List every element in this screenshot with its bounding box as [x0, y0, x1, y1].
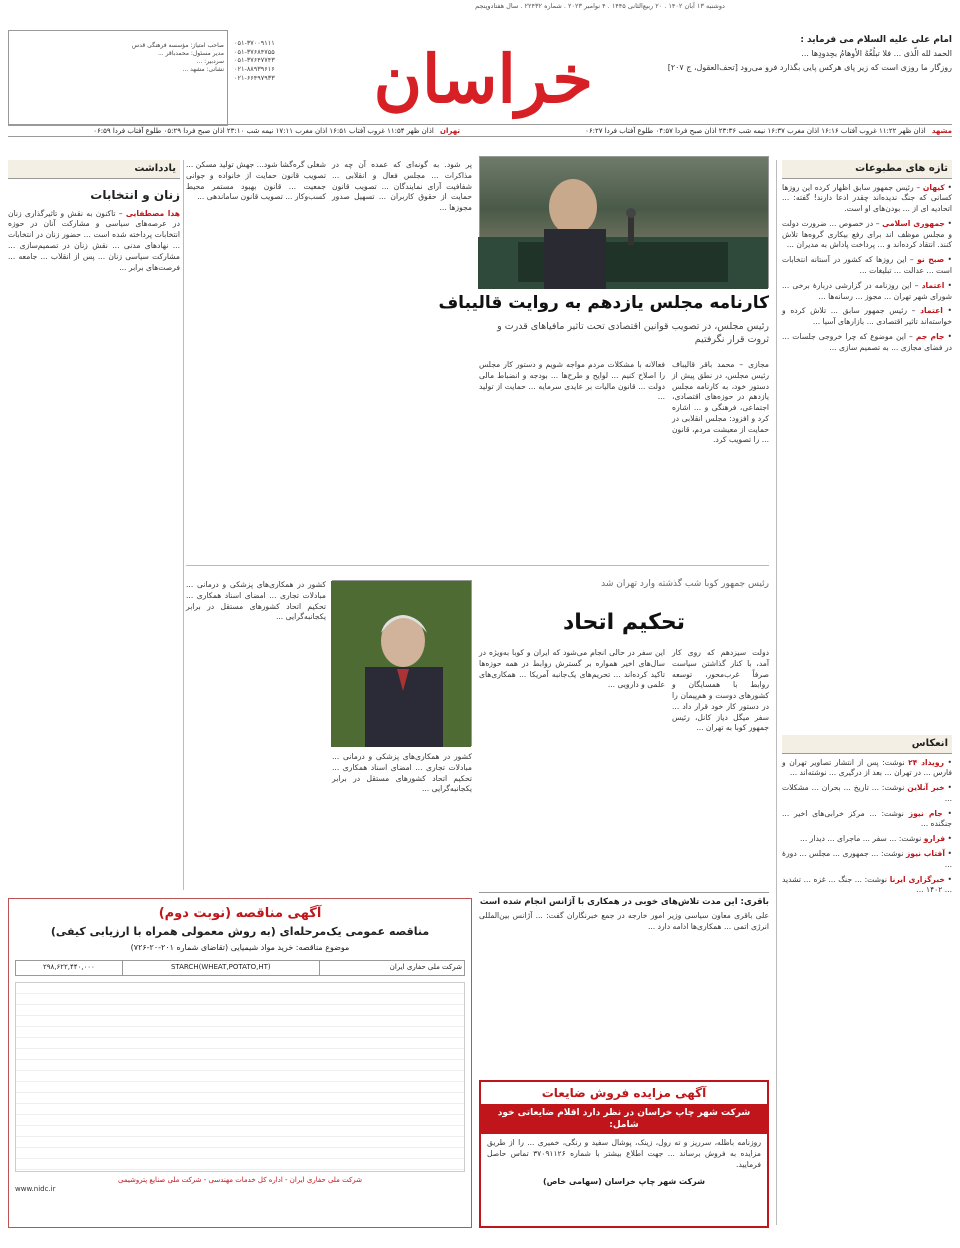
phones-text: ۰۵۱-۳۷۰۰۹۱۱۱ ۰۵۱-۳۷۶۸۴۷۵۵ ۰۵۱-۳۷۶۴۷۷۴۳ ۰۲۱-۸۸۹۳۹۶۱۶ ۰۲۱-۶۶۴۹۷۹۳۳: [234, 38, 275, 82]
hadith-arabic: الحمد لله‌ الّذی ... فلا تبلُغُهُ الأوهامُ بحِدودِها ...: [801, 49, 952, 59]
tender-title: آگهی مناقصه (نوبت دوم): [158, 906, 322, 921]
inakas-item-text: نوشت: ... جمهوری ... مجلس ... دورهٔ ...: [782, 848, 952, 869]
main-story-col3: [332, 160, 472, 560]
main-story-col4-text: شغلی گره‌گشا شود... جهش تولید مسکن ... تصویب قانون حمایت از خانواده و جوانی جمعیت ... قانون بهبود مستمر محیط کسب‌وکار ... تصویب قانون ساماندهی ...: [186, 160, 326, 202]
inakas: [782, 735, 952, 1225]
left-author: هدا مصطفایی: [125, 208, 180, 218]
prayer-city: مشهد: [931, 127, 952, 135]
inakas-item: • فرارو نوشت: ... سفر ... ماجرای ... دیدار ...: [800, 834, 952, 844]
inakas-item-text: نوشت: ... تاریخ ... بحران ... مشکلات ...: [782, 783, 952, 803]
baqeri-title: باقری: این مدت تلاش‌های خوبی در همکاری با آژانس انجام شده است: [479, 897, 769, 907]
sidebar-item-source: جمهوری اسلامی: [882, 218, 945, 228]
main-story-col1: [672, 360, 769, 560]
auction-ad: [479, 1080, 769, 1228]
inakas-item-text: نوشت: ... مرکز خرابی‌های اخیر ... جنگنده ...: [782, 808, 952, 829]
tender-company-cell: شرکت ملی حفاری ایران: [319, 961, 464, 975]
inakas-item-source: جام نیوز: [908, 808, 943, 818]
inakas-item: • خبرگزاری ایرنا نوشت: ... جنگ ... غزه ... تشدید ... ۱۴۰۲ ...: [782, 874, 952, 895]
sidebar-item-source: اعتماد: [920, 306, 943, 316]
prayer-bar: [8, 124, 952, 137]
inakas-items: [782, 758, 952, 897]
baqeri-text: علی باقری معاون سیاسی وزیر امور خارجه در جمع خبرنگاران گفت: ... آژانس بین‌المللی انرژی اتمی ... همکاری‌ها ادامه دارد ...: [479, 911, 769, 932]
photo-figure-2: [331, 581, 471, 747]
inakas-item: • رویداد ۲۴ نوشت: پس از انتشار تصاویر تهران و فارس ... در تهران ... بعد از درگیری ... نوشته‌اند ...: [782, 757, 952, 778]
hadith-persian: روزگار ما روزی است که زیر پای هرکس پایی بگذارد فرو می‌رود [تحف‌العقول، ج ۲۰۷]: [667, 62, 952, 72]
sidebar-item: • جمهوری اسلامی – در خصوص ... ضرورت دولت و مجلس موظف اند برای رفع بیکاری گروه‌ها تلاش کنند. انتقاد کرده‌اند و ... پرداخت پاداش به مدیران ...: [782, 218, 952, 250]
sidebar-item: • کیهان – رئیس جمهور سابق اظهار کرده این روزها کسانی که جنگ ندیده‌اند چقدر ادعا دارند! گفته: ... اتحادیه ای از ... بودن‌های او است.: [782, 182, 952, 214]
inakas-item-source: رویداد ۲۴: [908, 757, 944, 767]
sidebar-header: تازه های مطبوعات: [782, 160, 952, 179]
prayer-times-2: اذان ظهر ۱۱:۵۴ غروب آفتاب ۱۶:۵۱ اذان مغرب ۱۷:۱۱ نیمه شب ۲۳:۱۰ اذان صبح فردا ۰۵:۲۹ طلوع آفتاب فردا ۰۶:۵۹: [93, 127, 434, 135]
phones-box: [234, 30, 324, 126]
sidebar-item-text: – رئیس جمهور سابق ... تلاش کرده و خواسته‌اند تاثیر اقتصادی ... بازارهای آسیا ...: [782, 306, 952, 327]
cuba-col1-text: دولت سیزدهم که روی کار آمد، با کنار گذاشتن سیاست صرفاً غرب‌محور، توسعه روابط با همسایگان و کشورهای دوست و هم‌پیمان را در دستور کار خود قرار داد ... سفر میگل دیاز کانل، رئیس جمهور کوبا به تهران ...: [672, 648, 769, 733]
main-story-col3-text: پر شود. به گونه‌ای که عمده آن چه در مذاکرات ... مجلس فعال و انقلابی ... شفافیت آرای نمایندگان ... تصویب قانون حمایت از حقوق کاربران ... تسهیل صدور مجوزها ...: [332, 160, 472, 213]
staff-text: صاحب امتیاز: مؤسسه فرهنگی قدس مدیر مسئول: محمد‌باقر ... سردبیر: ... نشانی: مشهد ...: [131, 42, 224, 74]
sidebar-item-source: جام جم: [915, 331, 945, 341]
sidebar-item: • اعتماد – این روزنامه در گزارشی دربارهٔ برخی ... شورای شهر تهران ... مجوز ... رسانه‌ها ...: [782, 280, 952, 301]
tender-item-cell: STARCH(WHEAT,POTATO,HT): [122, 961, 319, 975]
inakas-item-source: آفتاب نیوز: [905, 848, 945, 858]
cuba-col3-text: کشور در همکاری‌های پزشکی و درمانی ... مبادلات تجاری ... امضای اسناد همکاری ... تحکیم اتحاد کشورهای مستقل در برابر یکجانبه‌گرایی ...: [332, 752, 472, 794]
main-story-col2: [479, 360, 665, 560]
inakas-item-source: فرارو: [923, 834, 946, 844]
baqeri-box: [479, 892, 769, 992]
sidebar-item: • اعتماد – رئیس جمهور سابق ... تلاش کرده و خواسته‌اند تاثیر اقتصادی ... بازارهای آسیا ...: [782, 306, 952, 327]
tender-subtitle: مناقصه عمومی یک‌مرحله‌ای (به روش معمولی همراه با ارزیابی کیفی): [50, 924, 430, 938]
cuba-col4: [186, 580, 326, 888]
logo: [373, 34, 593, 124]
tender-footer: شرکت ملی حفاری ایران - اداره کل خدمات مهندسی - شرکت ملی صنایع پتروشیمی: [118, 1175, 362, 1184]
inakas-item-text: نوشت: ... سفر ... ماجرای ... دیدار ...: [800, 834, 922, 844]
logo-text: خراسان: [373, 40, 593, 118]
diaz-canel-photo: [332, 580, 472, 746]
prayer-city-2: تهران: [440, 127, 460, 135]
staff-box: [8, 30, 228, 126]
main-story-col4: [186, 160, 326, 560]
main-story-lead: مجازی – محمد باقر قالیباف رئیس مجلس، در نطق پیش از دستور خود، به کارنامه مجلس یازدهم در حوزه‌های اقتصادی، اجتماعی، فرهنگی و ... اشاره کرد و افزود: مجلس انقلابی در حمایت از معیشت مردم، قانون ... را تصویب کرد.: [671, 360, 769, 445]
cuba-title: تحکیم اتحاد: [562, 610, 685, 635]
main-story-title: کارنامه مجلس یازدهم به روایت قالیباف: [438, 293, 769, 313]
left-text: – تاکنون به نقش و تاثیرگذاری زنان در عرصه‌های سیاسی و مشارکت آنان در حوزه انتخابات پرداخته شده است ... حضور زنان در انتخابات ... نهادهای مدنی ... نقش زنان در تصمیم‌سازی ... مشارکت سیاسی زنان ... پس از انقلاب ... جامعه ... فرصت‌های برابر ...: [8, 208, 180, 272]
sidebar-item-text: – در خصوص ... ضرورت دولت و مجلس موظف اند برای رفع بیکاری گروه‌ها تلاش کنند. انتقاد کرده‌اند و ... پرداخت پاداش به مدیران ...: [782, 218, 952, 250]
sidebar-items: [782, 183, 952, 354]
left-title: زنان و انتخابات: [90, 187, 180, 202]
auction-company: شرکت شهر چاپ خراسان (سهامی خاص): [542, 1176, 706, 1186]
tender-table: [15, 960, 465, 975]
inakas-header: انعکاس: [782, 735, 952, 754]
cuba-col1: [672, 648, 769, 888]
tender-ad: [8, 898, 472, 1228]
tender-amount-cell: ۲۹۸,۶۲۲,۴۴۰,۰۰۰: [16, 961, 123, 975]
cuba-col4-text: کشور در همکاری‌های پزشکی و درمانی ... مبادلات تجاری ... امضای اسناد همکاری ... تحکیم اتحاد کشورهای مستقل در برابر یکجانبه‌گرایی ...: [186, 580, 326, 622]
inakas-item: • جام نیوز نوشت: ... مرکز خرابی‌های اخیر ... جنگنده ...: [782, 808, 952, 829]
inakas-item: • آفتاب نیوز نوشت: ... جمهوری ... مجلس ... دورهٔ ...: [782, 848, 952, 869]
auction-subtitle: شرکت شهر چاپ خراسان در نظر دارد اقلام ضایعاتی خود شامل:: [481, 1104, 767, 1134]
left-header: یادداشت: [8, 160, 180, 179]
cuba-kicker: رئیس جمهور کوبا شب گذشته وارد تهران شد: [601, 579, 769, 589]
main-story-subtitle: رئیس مجلس، در تصویب قوانین اقتصادی تحت تاثیر مافیاهای قدرت و ثروت قرار نگرفتیم: [497, 321, 769, 346]
sidebar-item-text: – این موضوع که چرا خروجی جلسات ... در فضای مجازی ... به تصمیم سازی ...: [782, 331, 952, 352]
auction-title: آگهی مزایده فروش ضایعات: [481, 1082, 767, 1104]
inakas-item-source: خبرگزاری ایرنا: [889, 874, 945, 884]
auction-text: روزنامه باطله، سرریز و ته رول، زینک، پوشال سفید و رنگی، خمیری ... را از طریق مزایده به فروش برساند ... جهت اطلاع بیشتر با شماره ۳۷۰۹۱۱۲۶ تماس حاصل فرمایید.: [487, 1138, 761, 1170]
sidebar-item-text: – رئیس جمهور سابق اظهار کرده این روزها کسانی که جنگ ندیده‌اند چقدر ادعا دارند! گفته: ... اتحادیه ای از ... بودن‌های او است.: [782, 182, 952, 214]
sidebar-item-text: – این روزها که کشور در آستانه انتخابات است ... عدالت ... تبلیغات ...: [782, 255, 952, 275]
hadith-box: [608, 34, 952, 114]
cuba-col3: [332, 752, 472, 888]
sidebar-item-source: کیهان: [922, 182, 945, 192]
inakas-item-source: خبر آنلاین: [907, 783, 945, 793]
prayer-times: اذان ظهر ۱۱:۲۲ غروب آفتاب ۱۶:۱۶ اذان مغرب ۱۶:۳۷ نیمه شب ۲۳:۳۶ اذان صبح فردا ۰۴:۵۷ طلوع آفتاب فردا ۰۶:۲۷: [585, 127, 926, 135]
inakas-item-text: نوشت: ... جنگ ... غزه ... تشدید ... ۱۴۰۲ ...: [782, 874, 952, 895]
main-story-col2-text: فعالانه با مشکلات مردم مواجه شویم و دستور کار مجلس را اصلاح کنیم ... لوایح و طرح‌ها ... بودجه و انضباط مالی دولت ... قانون مالیات بر عایدی سرمایه ... حمایت از تولید ...: [479, 360, 665, 402]
qalibaf-photo: [479, 156, 769, 288]
sidebar-item-source: اعتماد: [921, 280, 945, 290]
inakas-item-text: نوشت: پس از انتشار تصاویر تهران و فارس ... در تهران ... بعد از درگیری ... نوشته‌اند ...: [782, 757, 952, 778]
tender-topic: موضوع مناقصه: خرید مواد شیمیایی (تقاضای شماره ۲۰۱-۲۰-۷۲۶): [130, 943, 350, 953]
sidebar-item: • جام جم – این موضوع که چرا خروجی جلسات ... در فضای مجازی ... به تصمیم سازی ...: [782, 331, 952, 352]
inakas-item: • خبر آنلاین نوشت: ... تاریخ ... بحران ... مشکلات ...: [782, 783, 952, 803]
photo-figure: [478, 157, 768, 289]
hadith-title: امام علی علیه السلام می فرماید :: [800, 35, 952, 45]
topline: دوشنبه ۱۳ آبان ۱۴۰۲ . ۲۰ ربیع‌الثانی ۱۴۴۵ . ۴ نوامبر ۲۰۲۳ . شماره ۲۲۴۳۲ . سال هفتاد‌وپنجم: [475, 2, 725, 10]
sidebar-item-text: – این روزنامه در گزارشی دربارهٔ برخی ... شورای شهر تهران ... مجوز ... رسانه‌ها ...: [782, 280, 952, 301]
sidebar-item: • صبح نو – این روزها که کشور در آستانه انتخابات است ... عدالت ... تبلیغات ...: [782, 255, 952, 275]
cuba-col2: [479, 648, 665, 888]
left-column: [8, 160, 180, 890]
sidebar-item-source: صبح نو: [917, 255, 945, 265]
sidebar-news: [782, 160, 952, 720]
cuba-col2-text: این سفر در حالی انجام می‌شود که ایران و کوبا به‌ویژه در سال‌های اخیر همواره بر گسترش روابط در همه حوزه‌ها تاکید کرده‌اند ... تحریم‌های یک‌جانبه آمریکا ... همکاری‌های علمی و دارویی ...: [479, 648, 665, 690]
tender-site[interactable]: www.nidc.ir: [15, 1185, 56, 1194]
